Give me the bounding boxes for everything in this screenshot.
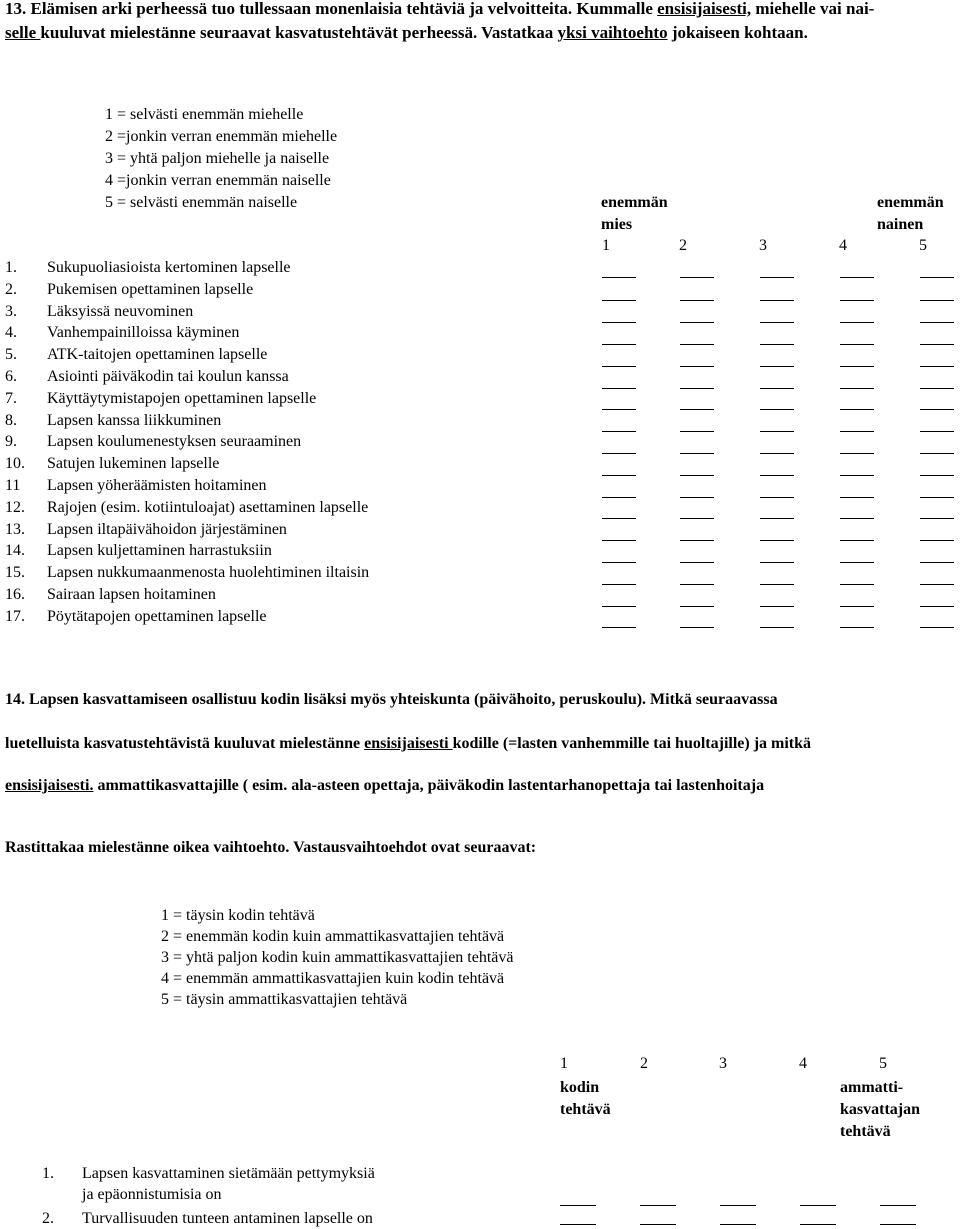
answer-blank-2[interactable] xyxy=(680,562,714,563)
list-item xyxy=(5,322,239,344)
list-item xyxy=(5,388,316,410)
item-number: 14. xyxy=(5,542,25,560)
legend-line: 2 =jonkin verran enemmän miehelle xyxy=(105,128,338,145)
answer-blank-2[interactable] xyxy=(680,497,714,498)
item-text: Lapsen kanssa liikkuminen xyxy=(47,411,222,429)
question-14-line3-emphasis: ensisijaisesti. xyxy=(5,777,94,794)
question-14-line3 xyxy=(5,775,764,797)
list-item xyxy=(5,606,267,628)
answer-blank-2[interactable] xyxy=(680,627,714,628)
column-header-kodin-line2: tehtävä xyxy=(560,1101,611,1118)
item-text: Satujen lukeminen lapselle xyxy=(47,455,220,473)
answer-blank-4[interactable] xyxy=(840,475,874,476)
answer-blank-5[interactable] xyxy=(920,366,954,367)
item-number: 2. xyxy=(5,280,17,298)
answer-blank-3[interactable] xyxy=(760,366,794,367)
item-text: Lapsen nukkumaanmenosta huolehtiminen iltaisin xyxy=(47,564,370,582)
answer-blank-2[interactable] xyxy=(680,431,714,432)
item-text: Rajojen (esim. kotiintuloajat) asettaminen lapselle xyxy=(47,498,369,516)
q14-item-1-blank-2[interactable] xyxy=(640,1205,676,1206)
answer-blank-3[interactable] xyxy=(760,518,794,519)
question-13-line2-emphasis: selle xyxy=(5,23,41,42)
legend-line: 2 = enemmän kodin kuin ammattikasvattajien tehtävä xyxy=(161,928,505,945)
answer-blank-3[interactable] xyxy=(760,475,794,476)
answer-blank-4[interactable] xyxy=(840,497,874,498)
answer-blank-2[interactable] xyxy=(680,344,714,345)
answer-blank-3[interactable] xyxy=(760,277,794,278)
answer-blank-5[interactable] xyxy=(920,627,954,628)
answer-blank-4[interactable] xyxy=(840,344,874,345)
item-text: Läksyissä neuvominen xyxy=(47,302,194,320)
q14-item-1-text-cont: ja epäonnistumisia on xyxy=(82,1186,222,1203)
list-item xyxy=(5,301,193,323)
item-number: 7. xyxy=(5,389,17,407)
list-item xyxy=(5,257,291,279)
scale-number-1: 1 xyxy=(602,237,610,254)
answer-blank-5[interactable] xyxy=(920,344,954,345)
answer-blank-4[interactable] xyxy=(840,366,874,367)
column-header-ammatti xyxy=(840,1077,920,1143)
column-header-nainen xyxy=(877,192,944,236)
answer-blank-1[interactable] xyxy=(602,584,636,585)
answer-blank-4[interactable] xyxy=(840,627,874,628)
answer-blank-1[interactable] xyxy=(602,606,636,607)
answer-blank-1[interactable] xyxy=(602,497,636,498)
answer-blank-4[interactable] xyxy=(840,584,874,585)
q14-item-1-blank-5[interactable] xyxy=(880,1205,916,1206)
answer-blank-2[interactable] xyxy=(680,322,714,323)
answer-blank-3[interactable] xyxy=(760,627,794,628)
question-14-line2 xyxy=(5,733,811,755)
answer-blank-4[interactable] xyxy=(840,409,874,410)
question-14-line2-a: luetelluista kasvatustehtävistä kuuluvat mielestänne xyxy=(5,735,365,752)
answer-blank-4[interactable] xyxy=(840,453,874,454)
answer-blank-2[interactable] xyxy=(680,453,714,454)
answer-blank-2[interactable] xyxy=(680,540,714,541)
column-header-mies-line2: mies xyxy=(601,216,633,233)
item-text: Asiointi päiväkodin tai koulun kanssa xyxy=(47,368,289,385)
item-text: Lapsen kuljettaminen harrastuksiin xyxy=(47,542,272,560)
q14-item-1-blank-4[interactable] xyxy=(800,1205,836,1206)
answer-blank-3[interactable] xyxy=(760,344,794,345)
answer-blank-1[interactable] xyxy=(602,431,636,432)
list-item xyxy=(5,366,289,388)
item-number: 15. xyxy=(5,564,25,582)
answer-blank-2[interactable] xyxy=(680,584,714,585)
answer-blank-5[interactable] xyxy=(920,453,954,454)
legend-line: 5 = selvästi enemmän naiselle xyxy=(105,194,298,211)
item-number: 1. xyxy=(5,259,17,276)
column-header-kodin xyxy=(560,1077,611,1121)
q14-item-1-blank-1[interactable] xyxy=(560,1205,596,1206)
answer-blank-1[interactable] xyxy=(602,540,636,541)
column-header-ammatti-line3: tehtävä xyxy=(840,1123,891,1140)
question-14-line2-emphasis: ensisijaisesti xyxy=(364,735,453,752)
question-13-legend xyxy=(105,104,337,214)
answer-blank-5[interactable] xyxy=(920,606,954,607)
item-number: 17. xyxy=(5,607,25,625)
q14-item-1-blank-3[interactable] xyxy=(720,1205,756,1206)
scale-number-4: 4 xyxy=(839,237,847,254)
q14-item-2-blank-2[interactable] xyxy=(640,1224,676,1225)
answer-blank-2[interactable] xyxy=(680,409,714,410)
answer-blank-1[interactable] xyxy=(602,627,636,628)
legend-line: 1 = selvästi enemmän miehelle xyxy=(105,106,304,123)
column-header-mies-line1: enemmän xyxy=(601,194,668,211)
answer-blank-4[interactable] xyxy=(840,431,874,432)
item-number: 9. xyxy=(5,433,17,451)
item-text: Sukupuoliasioista kertominen lapselle xyxy=(47,259,291,276)
answer-blank-3[interactable] xyxy=(760,322,794,323)
q14-scale-number-3: 3 xyxy=(719,1055,727,1072)
answer-blank-4[interactable] xyxy=(840,300,874,301)
column-header-ammatti-line1: ammatti- xyxy=(840,1079,904,1096)
question-13-line1-emphasis: ensisijaisesti, xyxy=(657,0,752,18)
answer-blank-1[interactable] xyxy=(602,453,636,454)
legend-line: 3 = yhtä paljon miehelle ja naiselle xyxy=(105,150,330,167)
column-header-kodin-line1: kodin xyxy=(560,1079,600,1096)
item-text: Vanhempainilloissa käyminen xyxy=(47,324,240,342)
answer-blank-4[interactable] xyxy=(840,540,874,541)
list-item xyxy=(5,410,221,432)
question-13-line2-a: kuuluvat mielestänne seuraavat kasvatustehtävät perheessä. Vastatkaa xyxy=(40,23,558,42)
item-text: Käyttäytymistapojen opettaminen lapselle xyxy=(47,389,317,407)
answer-blank-1[interactable] xyxy=(602,518,636,519)
question-14-line1: 14. Lapsen kasvattamiseen osallistuu kodin lisäksi myös yhteiskunta (päivähoito, peruskoulu). Mitkä seuraavassa xyxy=(5,691,778,708)
item-number: 16. xyxy=(5,586,25,603)
q14-item-2-blank-4[interactable] xyxy=(800,1224,836,1225)
question-14-line2-b: kodille (=lasten vanhemmille tai huoltajille) ja mitkä xyxy=(452,735,812,752)
list-item xyxy=(5,475,266,497)
answer-blank-5[interactable] xyxy=(920,475,954,476)
question-13-line2-emphasis2: yksi vaihtoehto xyxy=(557,23,668,42)
list-item xyxy=(5,497,368,519)
answer-blank-3[interactable] xyxy=(760,584,794,585)
answer-blank-3[interactable] xyxy=(760,562,794,563)
legend-line: 5 = täysin ammattikasvattajien tehtävä xyxy=(161,991,408,1008)
q14-scale-number-2: 2 xyxy=(640,1055,648,1072)
question-13-text-line2 xyxy=(5,22,808,44)
answer-blank-5[interactable] xyxy=(920,431,954,432)
legend-line: 3 = yhtä paljon kodin kuin ammattikasvattajien tehtävä xyxy=(161,949,514,966)
answer-blank-3[interactable] xyxy=(760,497,794,498)
answer-blank-4[interactable] xyxy=(840,277,874,278)
answer-blank-2[interactable] xyxy=(680,388,714,389)
answer-blank-3[interactable] xyxy=(760,540,794,541)
q14-scale-number-5: 5 xyxy=(879,1055,887,1072)
item-text: ATK-taitojen opettaminen lapselle xyxy=(47,346,268,364)
answer-blank-3[interactable] xyxy=(760,453,794,454)
item-text: Lapsen koulumenestyksen seuraaminen xyxy=(47,433,302,451)
list-item xyxy=(5,344,267,366)
answer-blank-3[interactable] xyxy=(760,431,794,432)
legend-line: 1 = täysin kodin tehtävä xyxy=(161,907,315,924)
answer-blank-4[interactable] xyxy=(840,606,874,607)
answer-blank-3[interactable] xyxy=(760,388,794,389)
answer-blank-3[interactable] xyxy=(760,300,794,301)
item-number: 10. xyxy=(5,455,25,473)
list-item xyxy=(5,562,369,584)
answer-blank-4[interactable] xyxy=(840,388,874,389)
answer-blank-5[interactable] xyxy=(920,562,954,563)
item-text: Pöytätapojen opettaminen lapselle xyxy=(47,607,267,625)
answer-blank-2[interactable] xyxy=(680,475,714,476)
question-14-instruction: Rastittakaa mielestänne oikea vaihtoehto. Vastausvaihtoehdot ovat seuraavat: xyxy=(5,839,537,856)
item-number: 13. xyxy=(5,520,25,538)
question-13-line1-a: 13. Elämisen arki perheessä tuo tullessaan monenlaisia tehtäviä ja velvoitteita. Kummalle xyxy=(5,0,658,18)
answer-blank-1[interactable] xyxy=(602,322,636,323)
scale-number-2: 2 xyxy=(679,237,687,254)
item-number: 4. xyxy=(5,324,17,342)
answer-blank-1[interactable] xyxy=(602,277,636,278)
answer-blank-3[interactable] xyxy=(760,606,794,607)
answer-blank-1[interactable] xyxy=(602,409,636,410)
q14-item-2-blank-1[interactable] xyxy=(560,1224,596,1225)
answer-blank-1[interactable] xyxy=(602,300,636,301)
answer-blank-2[interactable] xyxy=(680,518,714,519)
answer-blank-5[interactable] xyxy=(920,322,954,323)
item-text: Sairaan lapsen hoitaminen xyxy=(47,586,216,603)
item-text: Lapsen iltapäivähoidon järjestäminen xyxy=(47,520,287,538)
answer-blank-3[interactable] xyxy=(760,409,794,410)
column-header-nainen-line1: enemmän xyxy=(877,194,944,211)
q14-item-2-text: Turvallisuuden tunteen antaminen lapselle on xyxy=(82,1210,373,1227)
column-header-ammatti-line2: kasvattajan xyxy=(840,1101,921,1118)
answer-blank-1[interactable] xyxy=(602,344,636,345)
list-item xyxy=(5,584,216,606)
answer-blank-4[interactable] xyxy=(840,322,874,323)
q14-scale-number-4: 4 xyxy=(799,1055,807,1072)
legend-line: 4 =jonkin verran enemmän naiselle xyxy=(105,172,331,189)
answer-blank-2[interactable] xyxy=(680,300,714,301)
item-number: 11 xyxy=(5,477,21,494)
legend-line: 4 = enemmän ammattikasvattajien kuin kodin tehtävä xyxy=(161,970,505,987)
answer-blank-2[interactable] xyxy=(680,606,714,607)
answer-blank-5[interactable] xyxy=(920,518,954,519)
q14-scale-number-1: 1 xyxy=(560,1055,568,1072)
item-number: 8. xyxy=(5,411,17,429)
scale-number-5: 5 xyxy=(919,237,927,254)
item-number: 12. xyxy=(5,498,25,516)
list-item xyxy=(5,519,287,541)
answer-blank-5[interactable] xyxy=(920,540,954,541)
list-item xyxy=(5,453,219,475)
question-14-line3-a: ammattikasvattajille ( esim. ala-asteen opettaja, päiväkodin lastentarhanopettaja tai lastenhoitaja xyxy=(93,777,765,794)
answer-blank-1[interactable] xyxy=(602,388,636,389)
answer-blank-5[interactable] xyxy=(920,277,954,278)
answer-blank-4[interactable] xyxy=(840,562,874,563)
list-item xyxy=(5,540,272,562)
list-item xyxy=(5,431,301,453)
answer-blank-5[interactable] xyxy=(920,584,954,585)
answer-blank-5[interactable] xyxy=(920,409,954,410)
question-14-legend xyxy=(161,905,514,1010)
answer-blank-2[interactable] xyxy=(680,277,714,278)
question-13-text xyxy=(5,0,874,20)
answer-blank-1[interactable] xyxy=(602,562,636,563)
q14-item-2-number: 2. xyxy=(42,1210,54,1227)
q14-item-2-blank-5[interactable] xyxy=(880,1224,916,1225)
item-number: 6. xyxy=(5,368,17,385)
list-item xyxy=(5,279,253,301)
answer-blank-4[interactable] xyxy=(840,518,874,519)
q14-item-1-number: 1. xyxy=(42,1165,54,1182)
question-13-line1-b: miehelle vai nai- xyxy=(751,0,875,18)
item-text: Pukemisen opettaminen lapselle xyxy=(47,280,254,298)
answer-blank-1[interactable] xyxy=(602,366,636,367)
item-text: Lapsen yöheräämisten hoitaminen xyxy=(47,477,267,494)
column-header-nainen-line2: nainen xyxy=(877,216,924,233)
answer-blank-5[interactable] xyxy=(920,388,954,389)
column-header-mies xyxy=(601,192,668,236)
item-number: 5. xyxy=(5,346,17,364)
q14-item-2-blank-3[interactable] xyxy=(720,1224,756,1225)
answer-blank-1[interactable] xyxy=(602,475,636,476)
answer-blank-5[interactable] xyxy=(920,497,954,498)
answer-blank-2[interactable] xyxy=(680,366,714,367)
question-13-line2-b: jokaiseen kohtaan. xyxy=(667,23,808,42)
q14-item-1-text: Lapsen kasvattaminen sietämään pettymyksiä xyxy=(82,1165,375,1182)
scale-number-3: 3 xyxy=(759,237,767,254)
answer-blank-5[interactable] xyxy=(920,300,954,301)
item-number: 3. xyxy=(5,302,17,320)
